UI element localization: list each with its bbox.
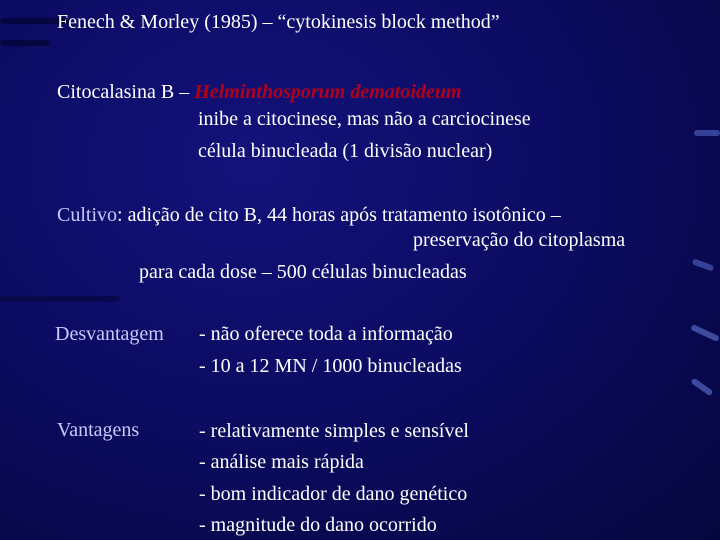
background-streak: [690, 324, 720, 342]
advantage-item: - análise mais rápida: [199, 451, 364, 473]
culture-text: : adição de cito B, 44 horas após tratamento isotônico –: [117, 204, 561, 226]
culture-line-3: para cada dose – 500 células binucleadas: [139, 261, 467, 283]
culture-line-2: preservação do citoplasma: [413, 229, 626, 251]
cytochalasin-line-2: inibe a citocinese, mas não a carciocinese: [198, 108, 531, 130]
cytochalasin-line-1: [57, 81, 461, 103]
culture-label: Cultivo: [57, 204, 118, 226]
source-species: Helminthosporum dematoideum: [194, 81, 462, 103]
background-streak: [694, 130, 720, 136]
advantages-label: Vantagens: [57, 419, 140, 441]
culture-line-1: [57, 204, 561, 226]
advantage-item: - magnitude do dano ocorrido: [199, 514, 437, 536]
disadvantage-label: Desvantagem: [55, 323, 164, 345]
background-streak: [0, 40, 50, 46]
cytochalasin-prefix: Citocalasina B –: [57, 81, 195, 103]
advantage-item: - bom indicador de dano genético: [199, 483, 468, 505]
slide-title: Fenech & Morley (1985) – “cytokinesis block method”: [57, 11, 500, 33]
disadvantage-item: - não oferece toda a informação: [199, 323, 453, 345]
advantage-item: - relativamente simples e sensível: [199, 420, 469, 442]
background-streak: [692, 258, 715, 271]
cytochalasin-line-3: célula binucleada (1 divisão nuclear): [198, 140, 493, 162]
background-streak: [0, 296, 120, 302]
disadvantage-item: - 10 a 12 MN / 1000 binucleadas: [199, 355, 462, 377]
background-streak: [690, 378, 713, 397]
